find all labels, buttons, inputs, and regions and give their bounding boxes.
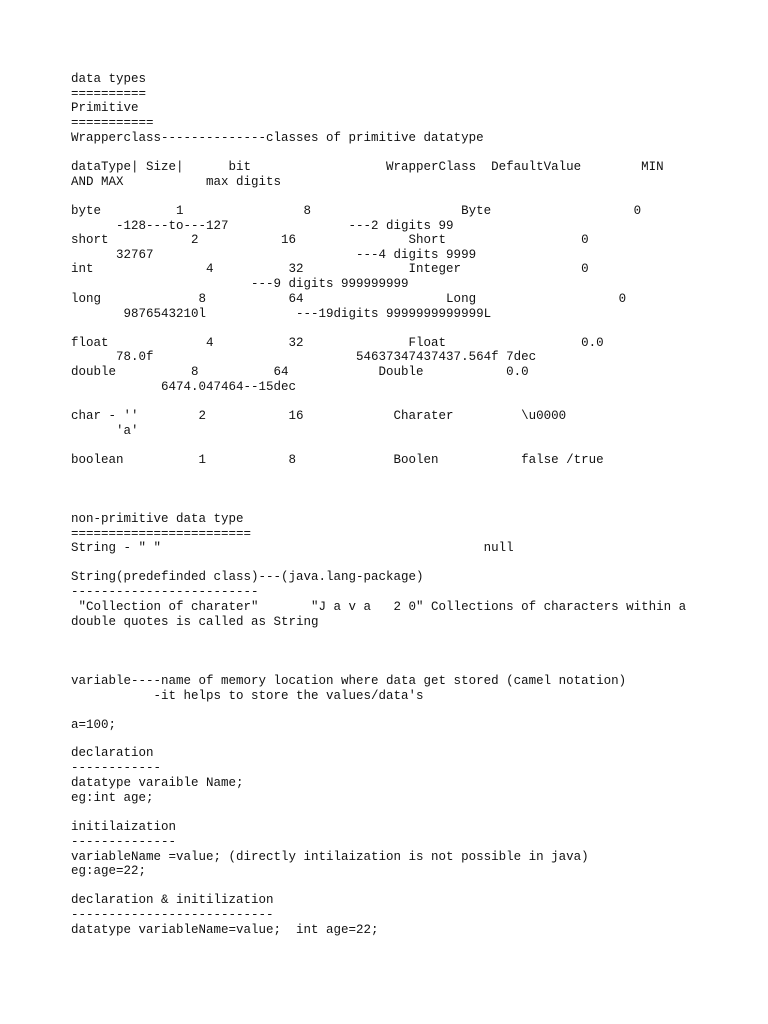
- table-header-line-1: dataType| Size| bit WrapperClass DefaultValue MIN: [71, 160, 664, 174]
- table-header-line-2: AND MAX max digits: [71, 175, 282, 189]
- text-line-double-quotes: double quotes is called as String: [71, 615, 319, 629]
- heading-declaration-and-initialization: declaration & initilization: [71, 893, 274, 907]
- row-long-range: 9876543210l ---19digits 9999999999999L: [71, 307, 492, 321]
- text-line-non-primitive: non-primitive data type: [71, 512, 244, 526]
- heading-declaration: declaration: [71, 746, 154, 760]
- text-line-initialization-example: eg:age=22;: [71, 864, 147, 878]
- text-line-declaration-example: eg:int age;: [71, 791, 154, 805]
- row-char-example: 'a': [71, 424, 139, 438]
- text-line-wrapperclass: Wrapperclass--------------classes of primitive datatype: [71, 131, 484, 145]
- underline-non-primitive: ========================: [71, 527, 252, 541]
- underline-primitive: ===========: [71, 116, 154, 130]
- text-line-variable-definition: variable----name of memory location where data get stored (camel notation): [71, 674, 627, 688]
- underline-string-class: -------------------------: [71, 585, 259, 599]
- underline-initialization: --------------: [71, 835, 177, 849]
- row-double: double 8 64 Double 0.0: [71, 365, 529, 379]
- underline-declaration-and-initialization: ---------------------------: [71, 908, 274, 922]
- text-line-declaration-syntax: datatype varaible Name;: [71, 776, 244, 790]
- row-int-range: ---9 digits 999999999: [71, 277, 409, 291]
- text-line-collection-of-characters: "Collection of charater" "J a v a 2 0" Collections of characters within a: [71, 600, 687, 614]
- text-line-assignment-example: a=100;: [71, 718, 117, 732]
- row-byte-range: -128---to---127 ---2 digits 99: [71, 219, 454, 233]
- row-long: long 8 64 Long 0: [71, 292, 627, 306]
- text-line-string-class: String(predefinded class)---(java.lang-package): [71, 570, 424, 584]
- row-boolean: boolean 1 8 Boolen false /true: [71, 453, 604, 467]
- heading-initialization: initilaization: [71, 820, 177, 834]
- text-line-declaration-and-initialization-syntax: datatype variableName=value; int age=22;: [71, 923, 379, 937]
- underline-declaration: ------------: [71, 761, 162, 775]
- row-short-range: 32767 ---4 digits 9999: [71, 248, 477, 262]
- text-line-data-types: data types: [71, 72, 147, 86]
- text-line-variable-purpose: -it helps to store the values/data's: [71, 689, 424, 703]
- row-char: char - '' 2 16 Charater \u0000: [71, 409, 567, 423]
- text-line-initialization-syntax: variableName =value; (directly intilaization is not possible in java): [71, 850, 589, 864]
- text-line-string-default: String - " " null: [71, 541, 514, 555]
- row-byte: byte 1 8 Byte 0: [71, 204, 642, 218]
- row-int: int 4 32 Integer 0: [71, 262, 589, 276]
- row-float: float 4 32 Float 0.0: [71, 336, 604, 350]
- text-line-primitive: Primitive: [71, 101, 139, 115]
- row-short: short 2 16 Short 0: [71, 233, 589, 247]
- row-double-range: 6474.047464--15dec: [71, 380, 297, 394]
- underline-data-types: ==========: [71, 87, 147, 101]
- row-float-range: 78.0f 54637347437437.564f 7dec: [71, 350, 537, 364]
